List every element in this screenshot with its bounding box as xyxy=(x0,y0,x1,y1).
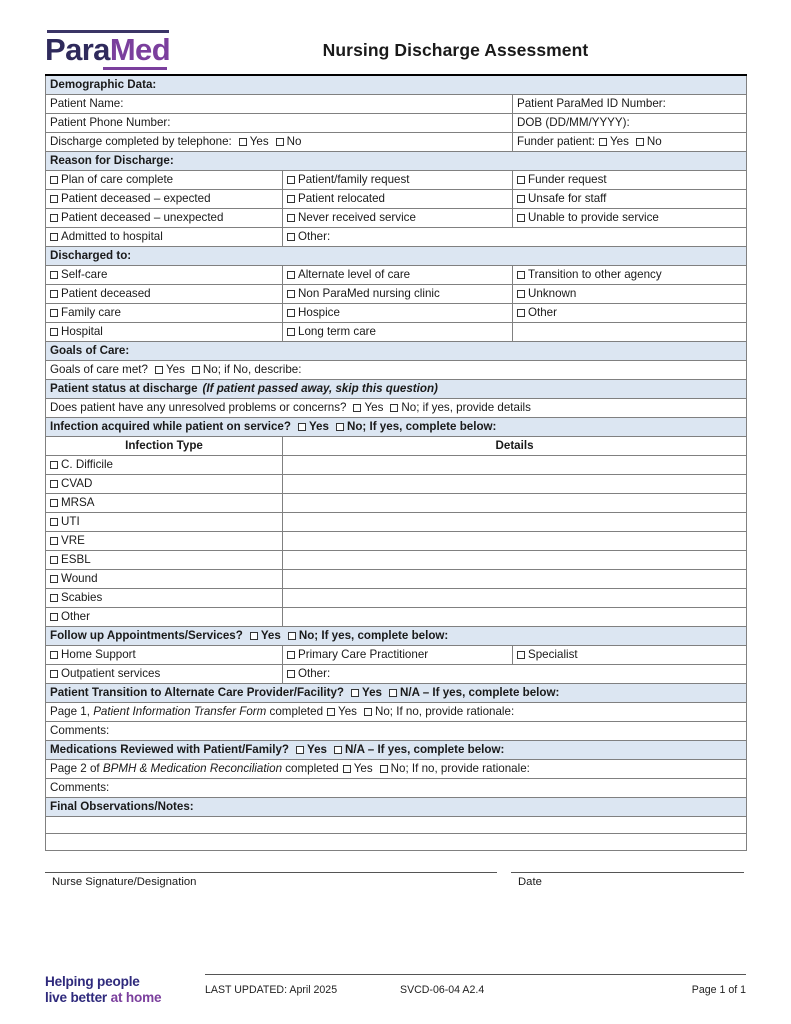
checkbox-icon[interactable] xyxy=(517,290,525,298)
table-row xyxy=(46,456,747,475)
medications-heading-text: Medications Reviewed with Patient/Family? xyxy=(50,743,290,756)
section-title-discharged-to: Discharged to: xyxy=(46,247,747,266)
checkbox-telephone-yes[interactable] xyxy=(239,138,247,146)
option-hospice[interactable] xyxy=(283,304,513,323)
label-medications-comments: Comments: xyxy=(50,781,110,794)
checkbox-bpmh-yes[interactable] xyxy=(343,765,351,773)
checkbox-goals-yes[interactable] xyxy=(155,366,163,374)
row-medications-page2 xyxy=(46,760,747,779)
field-infection-details[interactable] xyxy=(283,608,747,627)
section-header-infection xyxy=(46,418,747,437)
option-label: VRE xyxy=(61,534,85,547)
option-label: Unable to provide service xyxy=(528,211,659,224)
section-title-goals-of-care: Goals of Care: xyxy=(46,342,747,361)
label-transfer-yes: Yes xyxy=(338,705,357,718)
table-row xyxy=(46,494,747,513)
discharge-assessment-table xyxy=(45,74,747,851)
column-header-infection-type: Infection Type xyxy=(46,437,283,456)
checkbox-transition-na[interactable] xyxy=(389,689,397,697)
checkbox-infection-yes[interactable] xyxy=(298,423,306,431)
section-title-patient-status xyxy=(46,380,747,399)
checkbox-followup-yes[interactable] xyxy=(250,632,258,640)
checkbox-transition-yes[interactable] xyxy=(351,689,359,697)
field-final-notes[interactable] xyxy=(46,817,747,834)
section-header-final-notes xyxy=(46,798,747,817)
label-medications-yes: Yes xyxy=(307,743,328,756)
checkbox-transfer-yes[interactable] xyxy=(327,708,335,716)
nurse-signature-label: Nurse Signature/Designation xyxy=(52,876,197,888)
option-label: Other: xyxy=(298,230,331,243)
label-unresolved-yes: Yes xyxy=(364,401,384,414)
date-block xyxy=(511,872,744,888)
field-goals-of-care[interactable] xyxy=(46,361,747,380)
checkbox-medications-na[interactable] xyxy=(334,746,342,754)
checkbox-followup-no[interactable] xyxy=(288,632,296,640)
label-infection-no: No; If yes, complete below: xyxy=(346,420,497,433)
section-title-follow-up xyxy=(46,627,747,646)
section-header-discharged-to xyxy=(46,247,747,266)
option-infection-wound[interactable] xyxy=(46,570,283,589)
checkbox-icon[interactable] xyxy=(50,613,58,621)
option-label: Primary Care Practitioner xyxy=(298,648,429,661)
table-row xyxy=(46,228,747,247)
section-header-medications xyxy=(46,741,747,760)
option-funder-request[interactable] xyxy=(513,171,747,190)
label-followup-yes: Yes xyxy=(260,629,281,642)
label-followup-no: No; If yes, complete below: xyxy=(298,629,449,642)
table-row xyxy=(46,323,747,342)
option-label: Admitted to hospital xyxy=(61,230,163,243)
table-row xyxy=(46,570,747,589)
option-infection-c-difficile[interactable] xyxy=(46,456,283,475)
checkbox-icon[interactable] xyxy=(50,309,58,317)
checkbox-icon[interactable] xyxy=(517,651,525,659)
checkbox-icon[interactable] xyxy=(50,499,58,507)
date-label: Date xyxy=(518,876,542,888)
checkbox-unresolved-yes[interactable] xyxy=(353,404,361,412)
row-final-notes-area-2 xyxy=(46,834,747,851)
checkbox-icon[interactable] xyxy=(517,195,525,203)
medications-line-pre: Page 2 of xyxy=(50,762,100,775)
option-label: CVAD xyxy=(61,477,93,490)
option-unable-to-provide-service[interactable] xyxy=(513,209,747,228)
option-infection-scabies[interactable] xyxy=(46,589,283,608)
cell-empty xyxy=(513,323,747,342)
option-specialist[interactable] xyxy=(513,646,747,665)
table-row xyxy=(46,266,747,285)
option-label: Patient/family request xyxy=(298,173,410,186)
checkbox-icon[interactable] xyxy=(517,176,525,184)
option-self-care[interactable] xyxy=(46,266,283,285)
checkbox-icon[interactable] xyxy=(50,290,58,298)
table-row xyxy=(46,532,747,551)
infection-heading-text: Infection acquired while patient on service? xyxy=(50,420,291,433)
field-infection-details[interactable] xyxy=(283,513,747,532)
option-label: Unknown xyxy=(528,287,577,300)
section-header-patient-status xyxy=(46,380,747,399)
checkbox-icon[interactable] xyxy=(287,271,295,279)
table-row xyxy=(46,589,747,608)
follow-up-heading-text: Follow up Appointments/Services? xyxy=(50,629,243,642)
label-transfer-no: No; If no, provide rationale: xyxy=(374,705,515,718)
paramed-logo xyxy=(45,30,255,70)
field-infection-details[interactable] xyxy=(283,494,747,513)
checkbox-icon[interactable] xyxy=(517,214,525,222)
label-unresolved-question: Does patient have any unresolved problems or concerns? xyxy=(50,401,347,414)
option-patient-deceased[interactable] xyxy=(46,285,283,304)
option-label: Self-care xyxy=(61,268,108,281)
section-header-follow-up xyxy=(46,627,747,646)
table-row xyxy=(46,209,747,228)
option-home-support[interactable] xyxy=(46,646,283,665)
checkbox-medications-yes[interactable] xyxy=(296,746,304,754)
checkbox-icon[interactable] xyxy=(50,670,58,678)
label-transition-na: N/A – If yes, complete below: xyxy=(400,686,560,699)
field-paramed-id[interactable]: Patient ParaMed ID Number: xyxy=(513,95,747,114)
label-funder-no: No xyxy=(646,135,662,148)
option-patient-family-request[interactable] xyxy=(283,171,513,190)
field-infection-details[interactable] xyxy=(283,456,747,475)
label-funder-yes: Yes xyxy=(610,135,629,148)
option-label: Plan of care complete xyxy=(61,173,174,186)
transition-line-pre: Page 1, xyxy=(50,705,90,718)
logo-text-med: Med xyxy=(109,32,171,68)
option-label: Scabies xyxy=(61,591,103,604)
label-unresolved-no: No; if yes, provide details xyxy=(401,401,531,414)
label-infection-yes: Yes xyxy=(308,420,329,433)
section-header-demographic xyxy=(46,75,747,95)
checkbox-icon[interactable] xyxy=(287,290,295,298)
label-transition-yes: Yes xyxy=(362,686,382,699)
option-infection-cvad[interactable] xyxy=(46,475,283,494)
field-funder-patient xyxy=(513,133,747,152)
table-row xyxy=(46,171,747,190)
label-goals-no: No; if No, describe: xyxy=(202,363,302,376)
patient-status-heading-note: (If patient passed away, skip this question) xyxy=(202,382,438,395)
checkbox-icon[interactable] xyxy=(50,195,58,203)
option-label: MRSA xyxy=(61,496,95,509)
option-infection-other[interactable] xyxy=(46,608,283,627)
label-transition-comments: Comments: xyxy=(50,724,110,737)
section-title-transition xyxy=(46,684,747,703)
transition-heading-text: Patient Transition to Alternate Care Provider/Facility? xyxy=(50,686,344,699)
option-label: Other: xyxy=(298,667,331,680)
label-goals-question: Goals of care met? xyxy=(50,363,148,376)
section-header-goals-of-care xyxy=(46,342,747,361)
label-bpmh-yes: Yes xyxy=(353,762,373,775)
option-long-term-care[interactable] xyxy=(283,323,513,342)
field-medications-comments[interactable] xyxy=(46,779,747,798)
checkbox-goals-no[interactable] xyxy=(192,366,200,374)
option-label: Hospice xyxy=(298,306,340,319)
transition-line-mid: completed xyxy=(269,705,324,718)
checkbox-infection-no[interactable] xyxy=(336,423,344,431)
option-family-care[interactable] xyxy=(46,304,283,323)
checkbox-icon[interactable] xyxy=(287,328,295,336)
brand-tagline xyxy=(45,974,205,1006)
field-infection-details[interactable] xyxy=(283,570,747,589)
option-discharged-other[interactable] xyxy=(513,304,747,323)
option-label: ESBL xyxy=(61,553,91,566)
option-plan-of-care-complete[interactable] xyxy=(46,171,283,190)
option-hospital[interactable] xyxy=(46,323,283,342)
checkbox-icon[interactable] xyxy=(50,518,58,526)
row-transition-page1 xyxy=(46,703,747,722)
option-label: Family care xyxy=(61,306,121,319)
row-discharge-telephone xyxy=(46,133,747,152)
footer-doc-code: SVCD-06-04 A2.4 xyxy=(400,984,485,996)
option-label: Funder request xyxy=(528,173,607,186)
field-dob[interactable]: DOB (DD/MM/YYYY): xyxy=(513,114,747,133)
option-infection-esbl[interactable] xyxy=(46,551,283,570)
table-row xyxy=(46,665,747,684)
field-unresolved-problems[interactable] xyxy=(46,399,747,418)
row-patient-name xyxy=(46,95,747,114)
table-row xyxy=(46,608,747,627)
footer-last-updated: LAST UPDATED: April 2025 xyxy=(205,984,338,996)
checkbox-icon[interactable] xyxy=(50,214,58,222)
checkbox-icon[interactable] xyxy=(287,651,295,659)
row-goals-of-care-question xyxy=(46,361,747,380)
table-row xyxy=(46,304,747,323)
field-infection-details[interactable] xyxy=(283,551,747,570)
field-transition-comments[interactable] xyxy=(46,722,747,741)
checkbox-icon[interactable] xyxy=(50,651,58,659)
option-primary-care-practitioner[interactable] xyxy=(283,646,513,665)
field-infection-details[interactable] xyxy=(283,475,747,494)
option-patient-deceased-unexpected[interactable] xyxy=(46,209,283,228)
logo-wordmark xyxy=(45,34,255,67)
option-patient-relocated[interactable] xyxy=(283,190,513,209)
section-title-final-notes: Final Observations/Notes: xyxy=(46,798,747,817)
checkbox-icon[interactable] xyxy=(287,233,295,241)
option-patient-deceased-expected[interactable] xyxy=(46,190,283,209)
table-row xyxy=(46,190,747,209)
nurse-signature-block xyxy=(45,872,497,888)
checkbox-icon[interactable] xyxy=(50,556,58,564)
option-transition-to-other-agency[interactable] xyxy=(513,266,747,285)
field-infection-details[interactable] xyxy=(283,589,747,608)
option-outpatient-services[interactable] xyxy=(46,665,283,684)
row-infection-column-headers xyxy=(46,437,747,456)
page-header xyxy=(0,0,791,74)
option-label: Patient deceased xyxy=(61,287,151,300)
option-label: Patient deceased – unexpected xyxy=(61,211,224,224)
field-discharge-by-telephone xyxy=(46,133,513,152)
field-bpmh-completed[interactable] xyxy=(46,760,747,779)
option-unsafe-for-staff[interactable] xyxy=(513,190,747,209)
label-telephone-yes: Yes xyxy=(249,135,269,148)
page-title: Nursing Discharge Assessment xyxy=(322,39,589,60)
label-bpmh-no: No; If no, provide rationale: xyxy=(390,762,530,775)
checkbox-unresolved-no[interactable] xyxy=(390,404,398,412)
table-row xyxy=(46,285,747,304)
section-title-infection xyxy=(46,418,747,437)
option-non-paramed-nursing-clinic[interactable] xyxy=(283,285,513,304)
option-never-received-service[interactable] xyxy=(283,209,513,228)
checkbox-icon[interactable] xyxy=(50,233,58,241)
label-discharge-telephone: Discharge completed by telephone: xyxy=(50,135,232,148)
label-goals-yes: Yes xyxy=(165,363,185,376)
option-label: Patient relocated xyxy=(298,192,386,205)
option-label: Transition to other agency xyxy=(528,268,662,281)
medications-form-name: BPMH & Medication Reconciliation xyxy=(102,762,283,775)
option-infection-uti[interactable] xyxy=(46,513,283,532)
section-header-reason xyxy=(46,152,747,171)
option-label: Hospital xyxy=(61,325,103,338)
option-label: Never received service xyxy=(298,211,416,224)
checkbox-icon[interactable] xyxy=(287,176,295,184)
checkbox-icon[interactable] xyxy=(287,309,295,317)
checkbox-icon[interactable] xyxy=(517,309,525,317)
checkbox-funder-no[interactable] xyxy=(636,138,644,146)
patient-status-heading-bold: Patient status at discharge xyxy=(50,382,198,395)
checkbox-icon[interactable] xyxy=(287,670,295,678)
section-title-demographic: Demographic Data: xyxy=(46,75,747,95)
form-container xyxy=(0,74,791,851)
option-label: Other xyxy=(528,306,557,319)
checkbox-icon[interactable] xyxy=(287,214,295,222)
option-label: C. Difficile xyxy=(61,458,113,471)
footer-page-number: Page 1 of 1 xyxy=(691,984,746,996)
row-patient-status-question xyxy=(46,399,747,418)
option-alternate-level-of-care[interactable] xyxy=(283,266,513,285)
checkbox-icon[interactable] xyxy=(50,537,58,545)
checkbox-transfer-no[interactable] xyxy=(364,708,372,716)
checkbox-icon[interactable] xyxy=(50,328,58,336)
checkbox-icon[interactable] xyxy=(50,594,58,602)
signature-area xyxy=(0,872,791,888)
table-row xyxy=(46,646,747,665)
footer-metadata xyxy=(205,974,746,996)
checkbox-icon[interactable] xyxy=(50,461,58,469)
label-funder: Funder patient: xyxy=(517,135,595,148)
section-title-medications xyxy=(46,741,747,760)
label-telephone-no: No xyxy=(286,135,302,148)
option-label: Specialist xyxy=(528,648,578,661)
row-medications-comments xyxy=(46,779,747,798)
option-label: Other xyxy=(61,610,90,623)
tagline-line-2a: live better xyxy=(45,990,111,1005)
checkbox-icon[interactable] xyxy=(50,176,58,184)
column-header-details: Details xyxy=(283,437,747,456)
option-label: Patient deceased – expected xyxy=(61,192,211,205)
option-infection-mrsa[interactable] xyxy=(46,494,283,513)
option-label: Outpatient services xyxy=(61,667,161,680)
option-infection-vre[interactable] xyxy=(46,532,283,551)
checkbox-icon[interactable] xyxy=(50,575,58,583)
tagline-line-2b: at home xyxy=(110,990,162,1005)
option-reason-other[interactable] xyxy=(283,228,747,247)
table-row xyxy=(46,513,747,532)
checkbox-telephone-no[interactable] xyxy=(276,138,284,146)
option-label: Long term care xyxy=(298,325,376,338)
tagline-line-2 xyxy=(45,990,205,1006)
table-row xyxy=(46,475,747,494)
label-medications-na: N/A – If yes, complete below: xyxy=(345,743,505,756)
row-patient-phone xyxy=(46,114,747,133)
option-label: UTI xyxy=(61,515,80,528)
option-label: Home Support xyxy=(61,648,136,661)
option-label: Unsafe for staff xyxy=(528,192,607,205)
checkbox-icon[interactable] xyxy=(50,271,58,279)
medications-line-mid: completed xyxy=(285,762,339,775)
checkbox-icon[interactable] xyxy=(517,271,525,279)
option-label: Non ParaMed nursing clinic xyxy=(298,287,440,300)
field-transfer-form-completed[interactable] xyxy=(46,703,747,722)
field-infection-details[interactable] xyxy=(283,532,747,551)
option-unknown[interactable] xyxy=(513,285,747,304)
table-row xyxy=(46,551,747,570)
field-patient-name[interactable]: Patient Name: xyxy=(46,95,513,114)
transition-form-name: Patient Information Transfer Form xyxy=(93,705,267,718)
option-label: Alternate level of care xyxy=(298,268,411,281)
option-label: Wound xyxy=(61,572,98,585)
checkbox-icon[interactable] xyxy=(287,195,295,203)
option-admitted-to-hospital[interactable] xyxy=(46,228,283,247)
option-followup-other[interactable] xyxy=(283,665,747,684)
checkbox-bpmh-no[interactable] xyxy=(380,765,388,773)
row-transition-comments xyxy=(46,722,747,741)
field-patient-phone[interactable]: Patient Phone Number: xyxy=(46,114,513,133)
row-final-notes-area-1 xyxy=(46,817,747,834)
checkbox-funder-yes[interactable] xyxy=(599,138,607,146)
section-title-reason: Reason for Discharge: xyxy=(46,152,747,171)
page-footer xyxy=(0,974,791,1006)
field-final-notes-continued[interactable] xyxy=(46,834,747,851)
section-header-transition xyxy=(46,684,747,703)
logo-text-para: Para xyxy=(45,32,110,68)
checkbox-icon[interactable] xyxy=(50,480,58,488)
tagline-line-1: Helping people xyxy=(45,974,140,989)
